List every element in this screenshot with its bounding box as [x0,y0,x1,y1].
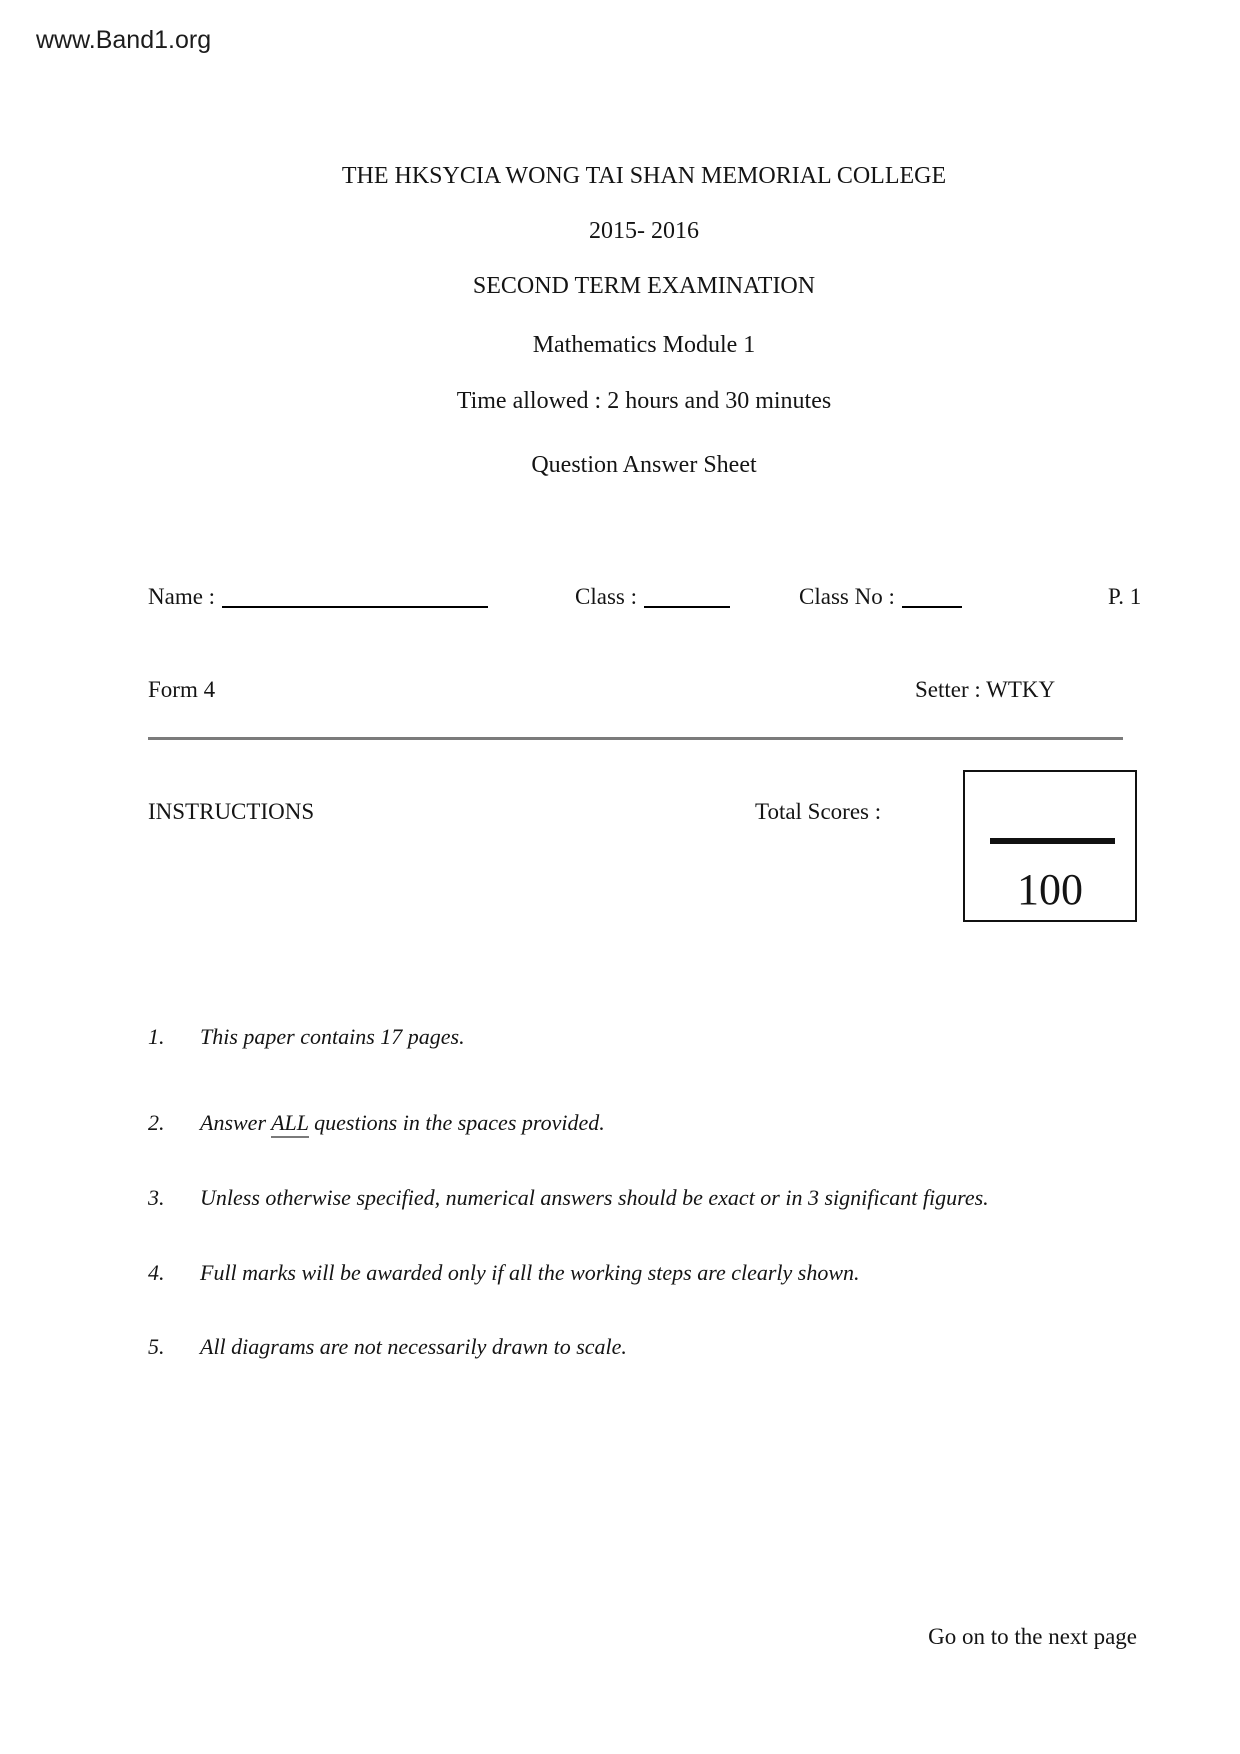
instruction-text: Unless otherwise specified, numerical answers should be exact or in 3 significant figures. [200,1185,989,1210]
subject-title: Mathematics Module 1 [532,332,756,358]
next-page-note: Go on to the next page [928,1624,1137,1649]
instruction-text: Full marks will be awarded only if all the working steps are clearly shown. [200,1260,860,1285]
form-label: Form 4 [148,677,216,702]
class-no-label: Class No : [799,584,895,609]
setter-label: Setter : WTKY [915,677,1056,702]
name-blank-line [222,586,488,608]
total-score-value: 100 [1017,865,1083,914]
instruction-number: 5. [148,1334,165,1359]
site-watermark: www.Band1.org [36,26,212,54]
exam-title: SECOND TERM EXAMINATION [472,273,816,299]
section-divider [148,737,1123,740]
name-label: Name : [148,584,216,609]
name-field [148,582,488,612]
instruction-item-3 [148,1183,1148,1213]
instruction-number: 1. [148,1024,165,1049]
page-number: P. 1 [1108,584,1142,609]
instruction-item-5 [148,1332,1148,1362]
school-year: 2015- 2016 [589,218,699,244]
school-name: THE HKSYCIA WONG TAI SHAN MEMORIAL COLLEGE [341,163,947,189]
instruction-number: 2. [148,1110,165,1135]
sheet-type: Question Answer Sheet [531,452,757,478]
total-scores-label: Total Scores : [755,799,882,824]
class-field [575,582,730,612]
instruction-number: 3. [148,1185,165,1210]
instruction-text: All diagrams are not necessarily drawn to scale. [200,1334,627,1359]
score-divider-line [990,838,1115,844]
instruction-item-1 [148,1022,1148,1052]
instruction-item-2 [148,1108,1148,1138]
class-no-blank-line [902,586,962,608]
instruction-item-4 [148,1258,1148,1288]
class-blank-line [644,586,730,608]
time-allowed: Time allowed : 2 hours and 30 minutes [456,388,832,414]
instruction-text: This paper contains 17 pages. [200,1024,465,1049]
class-label: Class : [575,584,637,609]
instruction-number: 4. [148,1260,165,1285]
class-no-field [799,582,962,612]
instructions-heading: INSTRUCTIONS [148,799,315,824]
total-score-box [963,770,1137,922]
instruction-text: Answer ALL questions in the spaces provided. [200,1110,605,1138]
